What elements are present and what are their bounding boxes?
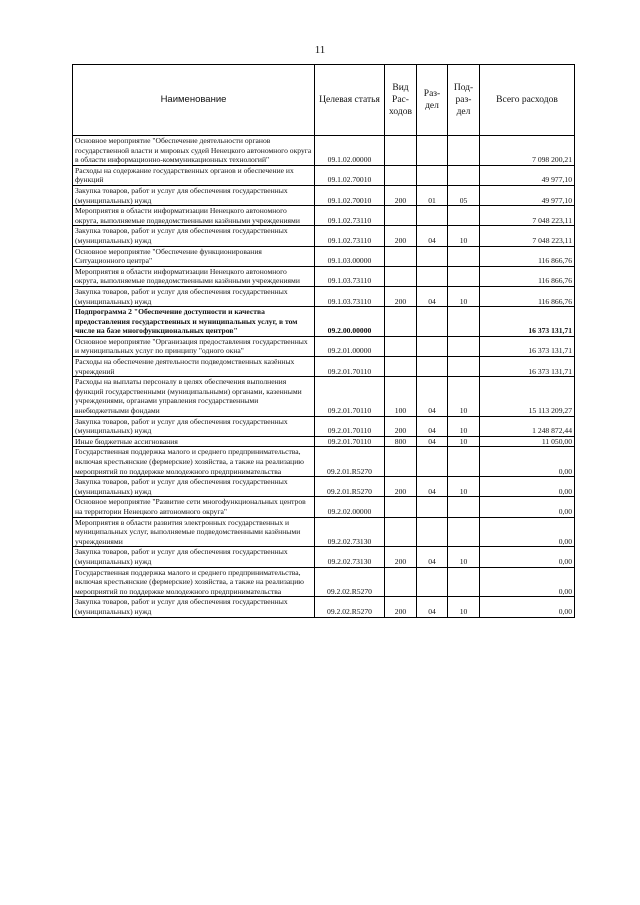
row-target-article: 09.2.01.R5270: [315, 447, 385, 477]
row-total: 0,00: [480, 597, 575, 617]
row-name: Закупка товаров, работ и услуг для обеспечения государственных (муниципальных) нужд: [73, 547, 315, 567]
row-expense-type: 200: [385, 477, 417, 497]
row-name: Основное мероприятие "Развитие сети многофункциональных центров на территории Ненецкого автономного округа": [73, 497, 315, 517]
row-total: 11 050,00: [480, 436, 575, 447]
row-total: 49 977,10: [480, 165, 575, 185]
row-section: 04: [417, 226, 448, 246]
row-expense-type: [385, 357, 417, 377]
table-row: [73, 165, 575, 185]
row-section: 04: [417, 416, 448, 436]
row-section: [417, 336, 448, 356]
row-expense-type: 200: [385, 547, 417, 567]
row-target-article: 09.2.01.R5270: [315, 477, 385, 497]
table-row: [73, 477, 575, 497]
row-name: Закупка товаров, работ и услуг для обеспечения государственных (муниципальных) нужд: [73, 226, 315, 246]
row-subsection: [448, 307, 480, 337]
row-expense-type: 200: [385, 597, 417, 617]
table-row: [73, 517, 575, 547]
table-row: [73, 136, 575, 166]
row-total: 116 866,76: [480, 246, 575, 266]
row-subsection: 10: [448, 286, 480, 306]
row-name: Государственная поддержка малого и среднего предпринимательства, включая крестьянские (фермерские) хозяйства, а также на реализацию мероприятий по поддержке молодежного предпринимательства: [73, 447, 315, 477]
row-total: 116 866,76: [480, 286, 575, 306]
row-total: 15 113 209,27: [480, 377, 575, 416]
row-total: 16 373 131,71: [480, 357, 575, 377]
row-subsection: [448, 266, 480, 286]
row-total: 116 866,76: [480, 266, 575, 286]
row-section: 04: [417, 597, 448, 617]
table-row: [73, 266, 575, 286]
row-target-article: 09.2.02.R5270: [315, 597, 385, 617]
row-total: 16 373 131,71: [480, 336, 575, 356]
row-name: Закупка товаров, работ и услуг для обеспечения государственных (муниципальных) нужд: [73, 185, 315, 205]
row-expense-type: [385, 447, 417, 477]
row-name: Мероприятия в области информатизации Ненецкого автономного округа, выполняемые подведомственными казёнными учреждениями: [73, 206, 315, 226]
row-target-article: 09.1.02.00000: [315, 136, 385, 166]
row-subsection: 10: [448, 377, 480, 416]
table-row: [73, 416, 575, 436]
row-expense-type: [385, 497, 417, 517]
row-subsection: [448, 517, 480, 547]
row-section: [417, 307, 448, 337]
row-section: [417, 447, 448, 477]
row-expense-type: 800: [385, 436, 417, 447]
budget-table: [72, 64, 575, 618]
row-subsection: 10: [448, 597, 480, 617]
row-name: Основное мероприятие "Обеспечение деятельности органов государственной власти и мировых судей Ненецкого автономного округа в области информационно-коммуникационных технологий": [73, 136, 315, 166]
row-target-article: 09.1.02.73110: [315, 206, 385, 226]
row-name: Государственная поддержка малого и среднего предпринимательства, включая крестьянские (фермерские) хозяйства, а также на реализацию мероприятий по поддержке молодежного предпринимательства: [73, 567, 315, 597]
row-target-article: 09.1.02.70010: [315, 165, 385, 185]
row-name: Закупка товаров, работ и услуг для обеспечения государственных (муниципальных) нужд: [73, 597, 315, 617]
row-target-article: 09.2.01.70110: [315, 357, 385, 377]
table-row: [73, 336, 575, 356]
table-body: [73, 136, 575, 618]
row-subsection: 10: [448, 226, 480, 246]
row-target-article: 09.1.02.70010: [315, 185, 385, 205]
table-row: [73, 436, 575, 447]
table-row: [73, 307, 575, 337]
row-expense-type: 200: [385, 286, 417, 306]
row-section: [417, 357, 448, 377]
row-total: 7 048 223,11: [480, 226, 575, 246]
row-section: [417, 136, 448, 166]
row-total: 0,00: [480, 547, 575, 567]
row-name: Закупка товаров, работ и услуг для обеспечения государственных (муниципальных) нужд: [73, 477, 315, 497]
row-name: Иные бюджетные ассигнования: [73, 436, 315, 447]
row-target-article: 09.1.03.73110: [315, 286, 385, 306]
table-header-row: [73, 65, 575, 136]
row-name: Закупка товаров, работ и услуг для обеспечения государственных (муниципальных) нужд: [73, 286, 315, 306]
table-row: [73, 246, 575, 266]
row-expense-type: 200: [385, 416, 417, 436]
row-target-article: 09.2.02.73130: [315, 547, 385, 567]
row-target-article: 09.1.03.00000: [315, 246, 385, 266]
row-subsection: [448, 497, 480, 517]
row-subsection: [448, 336, 480, 356]
row-subsection: [448, 136, 480, 166]
header-subsection: Под-раз-дел: [448, 65, 480, 136]
table-row: [73, 206, 575, 226]
page-number: 11: [314, 44, 326, 56]
row-target-article: 09.1.03.73110: [315, 266, 385, 286]
row-subsection: 10: [448, 436, 480, 447]
row-total: 1 248 872,44: [480, 416, 575, 436]
row-target-article: 09.1.02.73110: [315, 226, 385, 246]
row-section: 04: [417, 436, 448, 447]
row-expense-type: [385, 517, 417, 547]
table-row: [73, 286, 575, 306]
row-section: [417, 497, 448, 517]
row-expense-type: [385, 567, 417, 597]
row-target-article: 09.2.01.70110: [315, 416, 385, 436]
row-expense-type: [385, 165, 417, 185]
row-section: [417, 266, 448, 286]
row-section: 04: [417, 377, 448, 416]
header-expense-type: Вид Рас-ходов: [385, 65, 417, 136]
row-name: Закупка товаров, работ и услуг для обеспечения государственных (муниципальных) нужд: [73, 416, 315, 436]
row-expense-type: [385, 307, 417, 337]
table-row: [73, 357, 575, 377]
row-subsection: [448, 567, 480, 597]
table-row: [73, 226, 575, 246]
row-subsection: 10: [448, 477, 480, 497]
row-section: [417, 567, 448, 597]
table-row: [73, 185, 575, 205]
row-target-article: 09.2.02.00000: [315, 497, 385, 517]
table-row: [73, 567, 575, 597]
row-name: Подпрограмма 2 "Обеспечение доступности и качества предоставления государственных и муниципальных услуг, в том числе на базе многофункциональных центров": [73, 307, 315, 337]
row-name: Основное мероприятие "Обеспечение функционирования Ситуационного центра": [73, 246, 315, 266]
row-subsection: 05: [448, 185, 480, 205]
row-subsection: 10: [448, 547, 480, 567]
row-section: [417, 206, 448, 226]
row-name: Расходы на содержание государственных органов и обеспечение их функций: [73, 165, 315, 185]
row-name: Мероприятия в области развития электронных государственных и муниципальных услуг, выполняемые подведомственными казёнными учреждениями: [73, 517, 315, 547]
row-total: 16 373 131,71: [480, 307, 575, 337]
row-name: Расходы на выплаты персоналу в целях обеспечения выполнения функций государственными (муниципальными) органами, казенными учреждениями, органами управления государственными внебюджетными фондами: [73, 377, 315, 416]
row-target-article: 09.2.02.R5270: [315, 567, 385, 597]
table-row: [73, 447, 575, 477]
table-row: [73, 597, 575, 617]
row-total: 0,00: [480, 567, 575, 597]
row-expense-type: [385, 136, 417, 166]
row-expense-type: 200: [385, 185, 417, 205]
row-target-article: 09.2.02.73130: [315, 517, 385, 547]
row-name: Расходы на обеспечение деятельности подведомственных казённых учреждений: [73, 357, 315, 377]
table-row: [73, 377, 575, 416]
row-total: 49 977,10: [480, 185, 575, 205]
row-subsection: [448, 206, 480, 226]
row-target-article: 09.2.01.70110: [315, 377, 385, 416]
row-section: [417, 165, 448, 185]
row-section: 04: [417, 547, 448, 567]
row-subsection: [448, 447, 480, 477]
row-section: 04: [417, 286, 448, 306]
row-total: 0,00: [480, 477, 575, 497]
row-total: 7 098 200,21: [480, 136, 575, 166]
row-expense-type: [385, 336, 417, 356]
row-total: 0,00: [480, 497, 575, 517]
header-total: Всего расходов: [480, 65, 575, 136]
row-subsection: [448, 357, 480, 377]
row-total: 0,00: [480, 517, 575, 547]
row-expense-type: [385, 266, 417, 286]
row-expense-type: 100: [385, 377, 417, 416]
header-target-article: Целевая статья: [315, 65, 385, 136]
row-target-article: 09.2.00.00000: [315, 307, 385, 337]
row-total: 7 048 223,11: [480, 206, 575, 226]
header-name: Наименование: [73, 65, 315, 136]
row-section: [417, 246, 448, 266]
row-subsection: [448, 246, 480, 266]
row-expense-type: [385, 246, 417, 266]
row-expense-type: [385, 206, 417, 226]
row-target-article: 09.2.01.70110: [315, 436, 385, 447]
row-total: 0,00: [480, 447, 575, 477]
table-row: [73, 547, 575, 567]
header-section: Раз-дел: [417, 65, 448, 136]
row-name: Мероприятия в области информатизации Ненецкого автономного округа, выполняемые подведомственными казёнными учреждениями: [73, 266, 315, 286]
row-target-article: 09.2.01.00000: [315, 336, 385, 356]
row-name: Основное мероприятие "Организация предоставления государственных и муниципальных услуг по принципу "одного окна": [73, 336, 315, 356]
row-section: 01: [417, 185, 448, 205]
row-subsection: [448, 165, 480, 185]
row-subsection: 10: [448, 416, 480, 436]
row-expense-type: 200: [385, 226, 417, 246]
row-section: 04: [417, 477, 448, 497]
table-row: [73, 497, 575, 517]
row-section: [417, 517, 448, 547]
